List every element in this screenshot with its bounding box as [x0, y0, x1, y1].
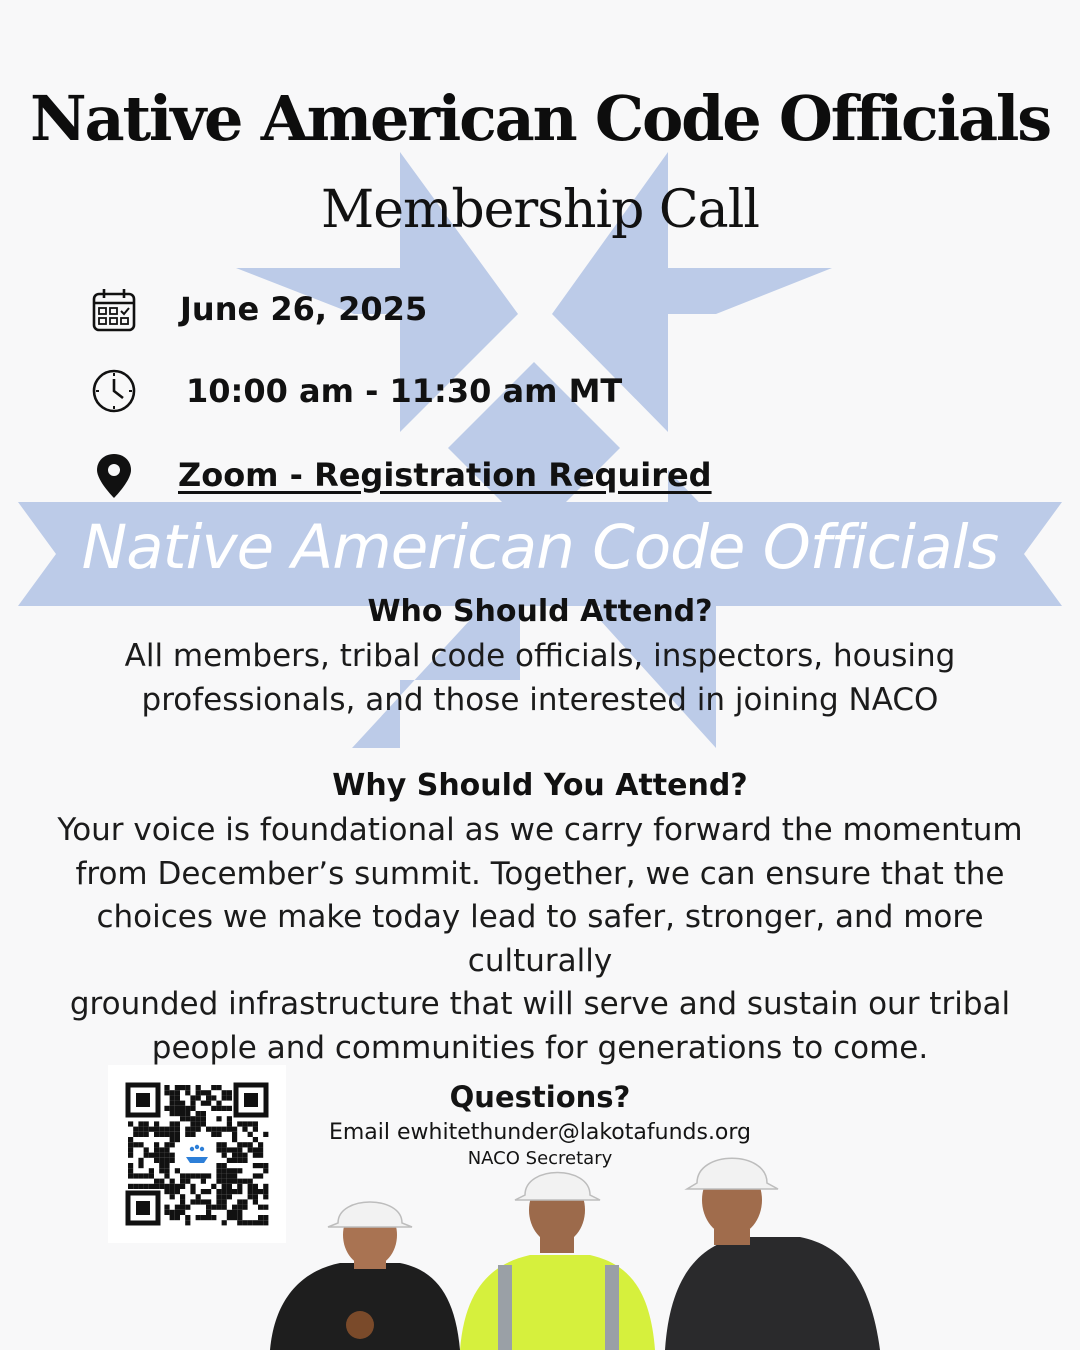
qr-module [128, 1121, 133, 1126]
qr-module [211, 1127, 216, 1132]
qr-module [164, 1173, 169, 1178]
clock-icon [90, 367, 138, 415]
qr-module [201, 1090, 206, 1095]
registration-link[interactable]: Zoom - Registration Required [178, 456, 712, 494]
qr-module [222, 1220, 227, 1225]
qr-module [154, 1142, 159, 1147]
qr-module [128, 1168, 133, 1173]
qr-module [149, 1173, 154, 1178]
qr-module [149, 1127, 154, 1132]
qr-module [237, 1168, 242, 1173]
qr-module [237, 1142, 242, 1147]
qr-module [222, 1095, 227, 1100]
qr-module [164, 1210, 169, 1215]
qr-module [242, 1179, 247, 1184]
qr-module [222, 1173, 227, 1178]
qr-module [222, 1179, 227, 1184]
qr-module [216, 1179, 221, 1184]
qr-module [206, 1210, 211, 1215]
qr-module [159, 1163, 164, 1168]
qr-module [164, 1090, 169, 1095]
qr-module [196, 1194, 201, 1199]
qr-module [227, 1194, 232, 1199]
qr-module [227, 1127, 232, 1132]
qr-module [216, 1194, 221, 1199]
qr-module [227, 1116, 232, 1121]
qr-module [190, 1121, 195, 1126]
qr-module [222, 1142, 227, 1147]
qr-module [138, 1142, 143, 1147]
qr-module [149, 1153, 154, 1158]
qr-module [170, 1132, 175, 1137]
qr-module [175, 1111, 180, 1116]
qr-module [170, 1095, 175, 1100]
qr-module [185, 1173, 190, 1178]
qr-module [138, 1121, 143, 1126]
why-text-line: from December’s summit. Together, we can ensure that the [75, 855, 1005, 892]
qr-module [190, 1095, 195, 1100]
qr-module [185, 1106, 190, 1111]
qr-module [206, 1101, 211, 1106]
qr-module [232, 1179, 237, 1184]
qr-module [180, 1199, 185, 1204]
qr-module [170, 1111, 175, 1116]
qr-module [164, 1085, 169, 1090]
qr-module [222, 1090, 227, 1095]
qr-module [253, 1127, 258, 1132]
qr-module [216, 1147, 221, 1152]
logo-banner-text: Native American Code Officials [81, 512, 999, 583]
qr-module [170, 1121, 175, 1126]
qr-module [190, 1199, 195, 1204]
qr-module [196, 1111, 201, 1116]
qr-module [253, 1121, 258, 1126]
qr-module [222, 1168, 227, 1173]
qr-module [206, 1127, 211, 1132]
qr-module [180, 1106, 185, 1111]
qr-module [159, 1153, 164, 1158]
qr-module [201, 1199, 206, 1204]
qr-module [227, 1184, 232, 1189]
qr-module [164, 1106, 169, 1111]
why-text-line: grounded infrastructure that will serve and sustain our tribal [69, 986, 1011, 1022]
qr-module [144, 1153, 149, 1158]
qr-module [237, 1179, 242, 1184]
qr-module [206, 1199, 211, 1204]
qr-module [206, 1173, 211, 1178]
qr-module [164, 1153, 169, 1158]
qr-module [216, 1116, 221, 1121]
qr-module [149, 1184, 154, 1189]
qr-module [232, 1153, 237, 1158]
qr-module [164, 1132, 169, 1137]
qr-module [159, 1179, 164, 1184]
qr-module [138, 1158, 143, 1163]
qr-module [170, 1194, 175, 1199]
qr-module [242, 1205, 247, 1210]
qr-module [175, 1101, 180, 1106]
qr-module [232, 1132, 237, 1137]
qr-module [175, 1205, 180, 1210]
qr-module [190, 1127, 195, 1132]
qr-module [237, 1220, 242, 1225]
qr-module [242, 1142, 247, 1147]
qr-module [227, 1106, 232, 1111]
qr-module [237, 1121, 242, 1126]
qr-module [222, 1199, 227, 1204]
qr-module [128, 1173, 133, 1178]
qr-module [128, 1153, 133, 1158]
qr-module [222, 1189, 227, 1194]
qr-module [175, 1127, 180, 1132]
qr-module [144, 1184, 149, 1189]
qr-module [242, 1121, 247, 1126]
qr-module [216, 1205, 221, 1210]
qr-module [232, 1127, 237, 1132]
contact-email-line [290, 1120, 790, 1145]
qr-module [201, 1189, 206, 1194]
qr-module [196, 1173, 201, 1178]
qr-module [232, 1147, 237, 1152]
qr-module [180, 1184, 185, 1189]
qr-module [263, 1132, 268, 1137]
qr-module [149, 1168, 154, 1173]
qr-module [128, 1184, 133, 1189]
qr-module [175, 1184, 180, 1189]
qr-module [196, 1121, 201, 1126]
qr-module [175, 1168, 180, 1173]
qr-module [222, 1163, 227, 1168]
qr-module [216, 1163, 221, 1168]
qr-module [242, 1127, 247, 1132]
qr-module [201, 1215, 206, 1220]
qr-module [242, 1199, 247, 1204]
qr-module [185, 1085, 190, 1090]
contact-email-link[interactable]: ewhitethunder@lakotafunds.org [397, 1120, 752, 1145]
qr-module [180, 1210, 185, 1215]
qr-module [232, 1168, 237, 1173]
qr-module [222, 1106, 227, 1111]
qr-module [227, 1168, 232, 1173]
qr-module [216, 1106, 221, 1111]
qr-module [180, 1085, 185, 1090]
qr-module [170, 1106, 175, 1111]
qr-module [185, 1116, 190, 1121]
qr-module [216, 1085, 221, 1090]
qr-module [196, 1199, 201, 1204]
qr-module [133, 1173, 138, 1178]
qr-module [190, 1101, 195, 1106]
qr-module [206, 1095, 211, 1100]
qr-module [211, 1215, 216, 1220]
who-text [20, 635, 1060, 722]
qr-module [164, 1142, 169, 1147]
qr-module [180, 1205, 185, 1210]
qr-module [216, 1127, 221, 1132]
qr-module [170, 1090, 175, 1095]
qr-module [211, 1095, 216, 1100]
qr-module [196, 1090, 201, 1095]
qr-module [144, 1127, 149, 1132]
qr-module [232, 1137, 237, 1142]
page-title: Native American Code Officials [30, 82, 1050, 155]
qr-module [222, 1194, 227, 1199]
qr-module [170, 1158, 175, 1163]
qr-module [133, 1127, 138, 1132]
qr-module [185, 1220, 190, 1225]
qr-module [237, 1147, 242, 1152]
qr-module [211, 1184, 216, 1189]
qr-module [232, 1215, 237, 1220]
qr-module [170, 1127, 175, 1132]
qr-module [159, 1184, 164, 1189]
why-text-line: Your voice is foundational as we carry forward the momentum [57, 812, 1023, 848]
qr-module [190, 1173, 195, 1178]
qr-module [185, 1205, 190, 1210]
qr-module [154, 1132, 159, 1137]
qr-module [154, 1127, 159, 1132]
qr-module [232, 1158, 237, 1163]
qr-module [175, 1210, 180, 1215]
qr-module [222, 1153, 227, 1158]
qr-module [242, 1158, 247, 1163]
qr-module [144, 1173, 149, 1178]
qr-module [216, 1101, 221, 1106]
qr-module [185, 1090, 190, 1095]
qr-module [185, 1127, 190, 1132]
qr-module [175, 1132, 180, 1137]
qr-module [216, 1168, 221, 1173]
qr-module [175, 1090, 180, 1095]
qr-module [180, 1101, 185, 1106]
qr-module [222, 1184, 227, 1189]
why-text [20, 809, 1060, 1070]
contact-role: NACO Secretary [467, 1148, 613, 1169]
qr-module [206, 1205, 211, 1210]
location-pin-icon [90, 452, 138, 500]
qr-module [237, 1215, 242, 1220]
qr-module [232, 1210, 237, 1215]
qr-module [190, 1184, 195, 1189]
qr-module [232, 1173, 237, 1178]
qr-module [159, 1132, 164, 1137]
qr-module [128, 1142, 133, 1147]
questions-heading: Questions? [449, 1080, 631, 1114]
qr-module [180, 1194, 185, 1199]
qr-module [138, 1132, 143, 1137]
qr-module [175, 1085, 180, 1090]
qr-module [164, 1189, 169, 1194]
qr-module [154, 1153, 159, 1158]
qr-module [133, 1142, 138, 1147]
qr-module [190, 1189, 195, 1194]
qr-module [190, 1106, 195, 1111]
who-text-line: professionals, and those interested in joining NACO [141, 681, 939, 718]
qr-module [154, 1184, 159, 1189]
qr-module [206, 1090, 211, 1095]
qr-module [190, 1116, 195, 1121]
qr-module [237, 1199, 242, 1204]
qr-module [159, 1147, 164, 1152]
qr-module [206, 1189, 211, 1194]
qr-module [201, 1111, 206, 1116]
qr-module [201, 1173, 206, 1178]
qr-module [185, 1179, 190, 1184]
qr-module [164, 1205, 169, 1210]
qr-module [175, 1137, 180, 1142]
qr-module [201, 1179, 206, 1184]
qr-module [242, 1220, 247, 1225]
who-text-line: All members, tribal code officials, inspectors, housing [124, 638, 956, 674]
qr-module [138, 1163, 143, 1168]
qr-module [216, 1173, 221, 1178]
qr-module [159, 1127, 164, 1132]
qr-module [133, 1132, 138, 1137]
qr-module [133, 1184, 138, 1189]
qr-module [196, 1116, 201, 1121]
qr-module [170, 1142, 175, 1147]
qr-module [128, 1147, 133, 1152]
qr-module [170, 1101, 175, 1106]
calendar-icon [90, 286, 138, 334]
qr-module [164, 1127, 169, 1132]
qr-module [237, 1153, 242, 1158]
qr-module [216, 1142, 221, 1147]
qr-module [232, 1205, 237, 1210]
qr-module [154, 1121, 159, 1126]
qr-module [227, 1179, 232, 1184]
qr-module [196, 1085, 201, 1090]
qr-module [180, 1179, 185, 1184]
qr-module [164, 1168, 169, 1173]
qr-module [170, 1179, 175, 1184]
who-heading: Who Should Attend? [367, 594, 713, 629]
qr-module [248, 1132, 253, 1137]
qr-module [248, 1121, 253, 1126]
worker-right [665, 1158, 880, 1350]
qr-module [211, 1085, 216, 1090]
email-prefix: Email [328, 1120, 391, 1145]
qr-module [227, 1215, 232, 1220]
qr-module [128, 1137, 133, 1142]
qr-module [164, 1147, 169, 1152]
qr-module [227, 1090, 232, 1095]
qr-module [144, 1121, 149, 1126]
qr-module [211, 1132, 216, 1137]
qr-module [154, 1179, 159, 1184]
qr-module [164, 1163, 169, 1168]
qr-module [227, 1121, 232, 1126]
qr-module [237, 1158, 242, 1163]
qr-module [216, 1199, 221, 1204]
qr-module [227, 1189, 232, 1194]
worker-middle [460, 1173, 655, 1350]
qr-module [201, 1116, 206, 1121]
qr-module [196, 1215, 201, 1220]
qr-module [222, 1147, 227, 1152]
qr-module [201, 1121, 206, 1126]
qr-module [128, 1163, 133, 1168]
qr-module [170, 1215, 175, 1220]
event-time: 10:00 am - 11:30 am MT [186, 372, 623, 410]
qr-module [237, 1184, 242, 1189]
why-text-line: choices we make today lead to safer, stronger, and more culturally [96, 899, 984, 979]
qr-module [232, 1189, 237, 1194]
qr-module [154, 1147, 159, 1152]
qr-module [211, 1106, 216, 1111]
qr-module [138, 1184, 143, 1189]
qr-module [180, 1111, 185, 1116]
qr-module [190, 1132, 195, 1137]
qr-module [206, 1215, 211, 1220]
qr-module [175, 1189, 180, 1194]
qr-module [237, 1189, 242, 1194]
workers-photo [250, 1145, 910, 1350]
qr-module [185, 1215, 190, 1220]
qr-module [144, 1147, 149, 1152]
qr-module [227, 1173, 232, 1178]
why-heading: Why Should You Attend? [332, 768, 748, 803]
qr-module [237, 1210, 242, 1215]
qr-module [196, 1095, 201, 1100]
qr-module [154, 1158, 159, 1163]
worker-left [270, 1202, 460, 1350]
page-subtitle: Membership Call [321, 180, 759, 240]
qr-module [175, 1121, 180, 1126]
qr-module [170, 1137, 175, 1142]
qr-module [201, 1101, 206, 1106]
why-text-line: people and communities for generations to come. [151, 1029, 929, 1066]
qr-module [227, 1158, 232, 1163]
qr-module [170, 1184, 175, 1189]
qr-module [227, 1147, 232, 1152]
qr-module [222, 1127, 227, 1132]
qr-module [175, 1106, 180, 1111]
qr-module [216, 1189, 221, 1194]
qr-module [185, 1111, 190, 1116]
qr-module [185, 1132, 190, 1137]
qr-module [159, 1158, 164, 1163]
qr-module [196, 1127, 201, 1132]
qr-module [175, 1215, 180, 1220]
qr-module [253, 1137, 258, 1142]
qr-module [216, 1132, 221, 1137]
qr-module [170, 1189, 175, 1194]
qr-module [159, 1168, 164, 1173]
qr-module [180, 1116, 185, 1121]
qr-module [138, 1173, 143, 1178]
qr-module [164, 1184, 169, 1189]
qr-module [237, 1205, 242, 1210]
qr-module [180, 1173, 185, 1178]
qr-module [170, 1153, 175, 1158]
qr-module [227, 1210, 232, 1215]
qr-module [242, 1153, 247, 1158]
qr-module [138, 1127, 143, 1132]
qr-module [164, 1158, 169, 1163]
qr-module [170, 1210, 175, 1215]
qr-module [144, 1132, 149, 1137]
event-date: June 26, 2025 [180, 290, 428, 328]
qr-module [211, 1205, 216, 1210]
qr-module [227, 1095, 232, 1100]
qr-module [222, 1205, 227, 1210]
qr-module [175, 1095, 180, 1100]
